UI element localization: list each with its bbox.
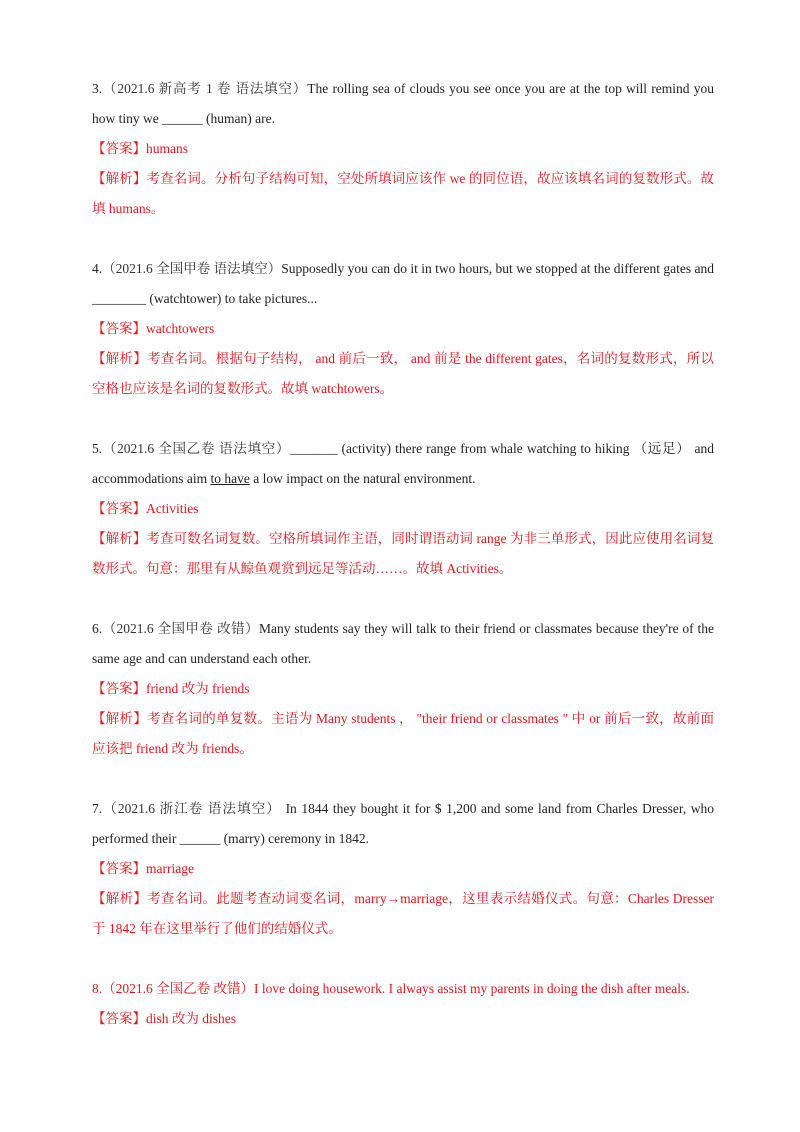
question-number: 4. <box>92 261 103 276</box>
answer: 【答案】friend 改为 friends <box>92 681 250 696</box>
question-5 <box>92 434 714 584</box>
question-number: 6. <box>92 621 103 636</box>
question-source: （2021.6 浙江卷 语法填空） <box>102 801 282 816</box>
question-text <box>92 434 714 494</box>
answer: 【答案】marriage <box>92 861 194 876</box>
question-body: In 1844 they bought it for $ 1,200 and some land from Charles Dresser, who performed their ______ (marry) ceremony in 1842. <box>92 801 715 846</box>
question-body: _______ (activity) there range from whale watching to hiking （远足） and accommodations aim <box>92 441 714 486</box>
question-6 <box>92 614 714 764</box>
explanation: 【解析】考查可数名词复数。空格所填词作主语，同时谓语动词 range 为非三单形式，因此应使用名词复数形式。句意：那里有从鲸鱼观赏到远足等活动……。故填 Activities。 <box>92 531 714 576</box>
question-number: 5. <box>92 441 103 456</box>
question-4 <box>92 254 714 404</box>
question-source: （2021.6 全国甲卷 语法填空） <box>102 261 282 276</box>
question-body: Supposedly you can do it in two hours, but we stopped at the different gates and ________ (watchtower) to take pictures... <box>92 261 715 306</box>
explanation: 【解析】考查名词的单复数。主语为 Many students ， "their friend or classmates " 中 or 前后一致，故前面应该把 friend 改为 friends。 <box>92 711 714 756</box>
answer: 【答案】dish 改为 dishes <box>92 1011 237 1026</box>
question-8 <box>92 974 714 1034</box>
question-number: 3. <box>92 81 103 96</box>
question-body: Many students say they will talk to their friend or classmates because they're of the same age and can understand each other. <box>92 621 715 666</box>
question-number: 7. <box>92 801 103 816</box>
question-3 <box>92 74 714 224</box>
question-body: I love doing housework. I always assist my parents in doing the dish after meals. <box>254 981 690 996</box>
question-text <box>92 974 714 1004</box>
question-text <box>92 74 714 134</box>
question-source: （2021.6 全国甲卷 改错） <box>102 621 260 636</box>
question-body-end: a low impact on the natural environment. <box>249 471 476 486</box>
explanation: 【解析】考查名词。分析句子结构可知，空处所填词应该作 we 的同位语，故应该填名词的复数形式。故填 humans。 <box>92 171 714 216</box>
answer: 【答案】Activities <box>92 501 199 516</box>
question-source: （2021.6 全国乙卷 语法填空） <box>102 441 291 456</box>
question-body: The rolling sea of clouds you see once you are at the top will remind you how tiny we ______ (human) are. <box>92 81 714 126</box>
explanation: 【解析】考查名词。此题考查动词变名词，marry→marriage，这里表示结婚仪式。句意：Charles Dresser 于 1842 年在这里举行了他们的结婚仪式。 <box>92 891 714 936</box>
question-number: 8. <box>92 981 103 996</box>
underlined-phrase: to have <box>210 471 250 486</box>
answer: 【答案】watchtowers <box>92 321 215 336</box>
document-page <box>92 74 714 1064</box>
question-source: （2021.6 全国乙卷 改错） <box>102 981 254 996</box>
question-text <box>92 794 714 854</box>
question-text <box>92 614 714 674</box>
answer: 【答案】humans <box>92 141 188 156</box>
explanation: 【解析】考查名词。根据句子结构， and 前后一致， and 前是 the different gates，名词的复数形式，所以空格也应该是名词的复数形式。故填 watchtowers。 <box>92 351 714 396</box>
question-source: （2021.6 新高考 1 卷 语法填空） <box>102 81 308 96</box>
question-text <box>92 254 714 314</box>
question-7 <box>92 794 714 944</box>
